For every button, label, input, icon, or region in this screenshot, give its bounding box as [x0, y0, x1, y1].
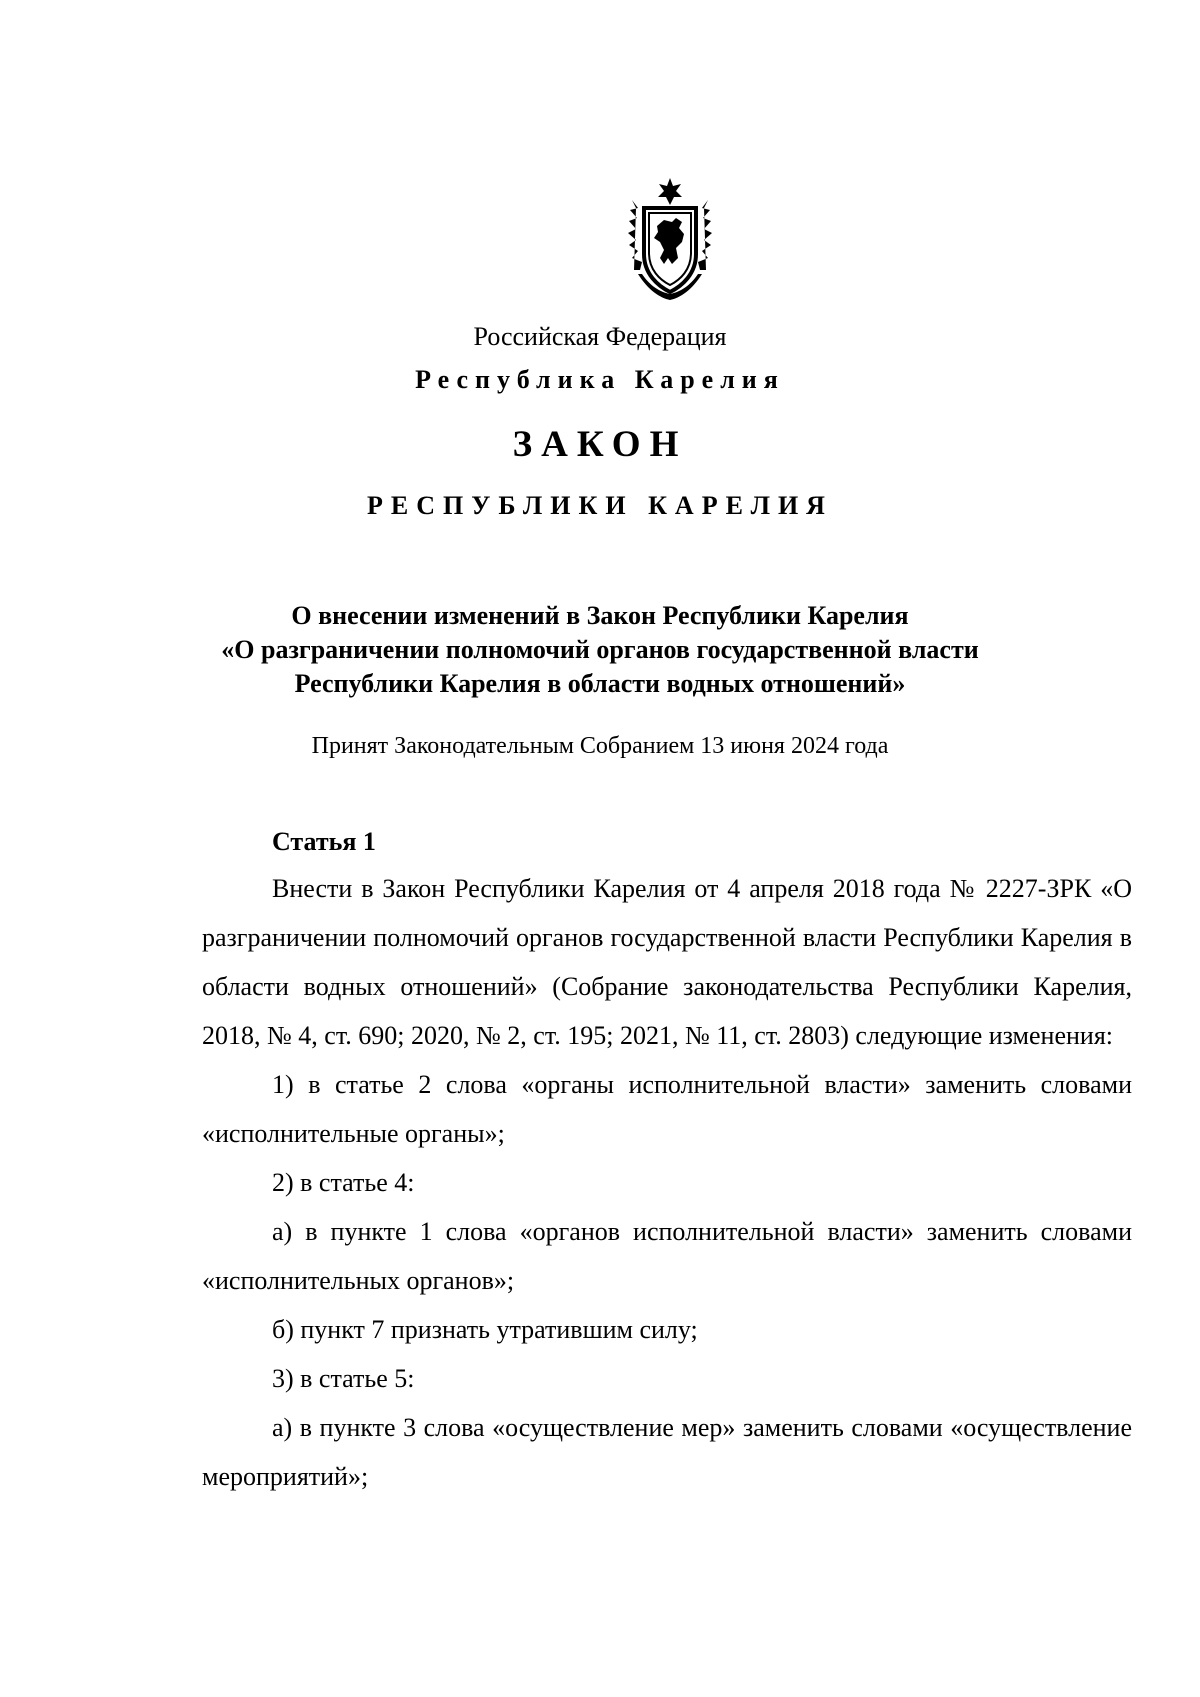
law-subtitle: РЕСПУБЛИКИ КАРЕЛИЯ	[367, 491, 833, 520]
republic-name: Республика Карелия	[415, 365, 785, 394]
paragraph-item-1: 1) в статье 2 слова «органы исполнительной власти» заменить словами «исполнительные органы»;	[202, 1070, 1132, 1148]
article-heading: Статья 1	[272, 827, 376, 856]
law-heading-line-2: «О разграничении полномочий органов государственной власти	[221, 635, 979, 664]
paragraph-item-3a: а) в пункте 3 слова «осуществление мер» заменить словами «осуществление мероприятий»;	[202, 1413, 1132, 1491]
law-heading-line-3: Республики Карелия в области водных отношений»	[294, 669, 906, 698]
paragraph-item-2: 2) в статье 4:	[272, 1168, 415, 1197]
law-heading-line-1: О внесении изменений в Закон Республики Карелия	[291, 601, 909, 630]
paragraph-item-2a: а) в пункте 1 слова «органов исполнительной власти» заменить словами «исполнительных органов»;	[202, 1217, 1132, 1295]
paragraph-item-3: 3) в статье 5:	[272, 1364, 415, 1393]
adoption-note: Принят Законодательным Собранием 13 июня 2024 года	[311, 733, 889, 759]
country-name: Российская Федерация	[473, 322, 727, 351]
law-title: ЗАКОН	[512, 424, 688, 465]
article-body	[202, 864, 1132, 1501]
karelia-coat-of-arms-icon	[624, 178, 716, 300]
paragraph-intro: Внести в Закон Республики Карелия от 4 апреля 2018 года № 2227-ЗРК «О разграничении полномочий органов государственной власти Республики Карелия в области водных отношений» (Собрание законодательства Республики Карелия, 2018, № 4, ст. 690; 2020, № 2, ст. 195; 2021, № 11, ст. 2803) следующие изменения:	[202, 874, 1132, 1050]
paragraph-item-2b: б) пункт 7 признать утратившим силу;	[272, 1315, 698, 1344]
